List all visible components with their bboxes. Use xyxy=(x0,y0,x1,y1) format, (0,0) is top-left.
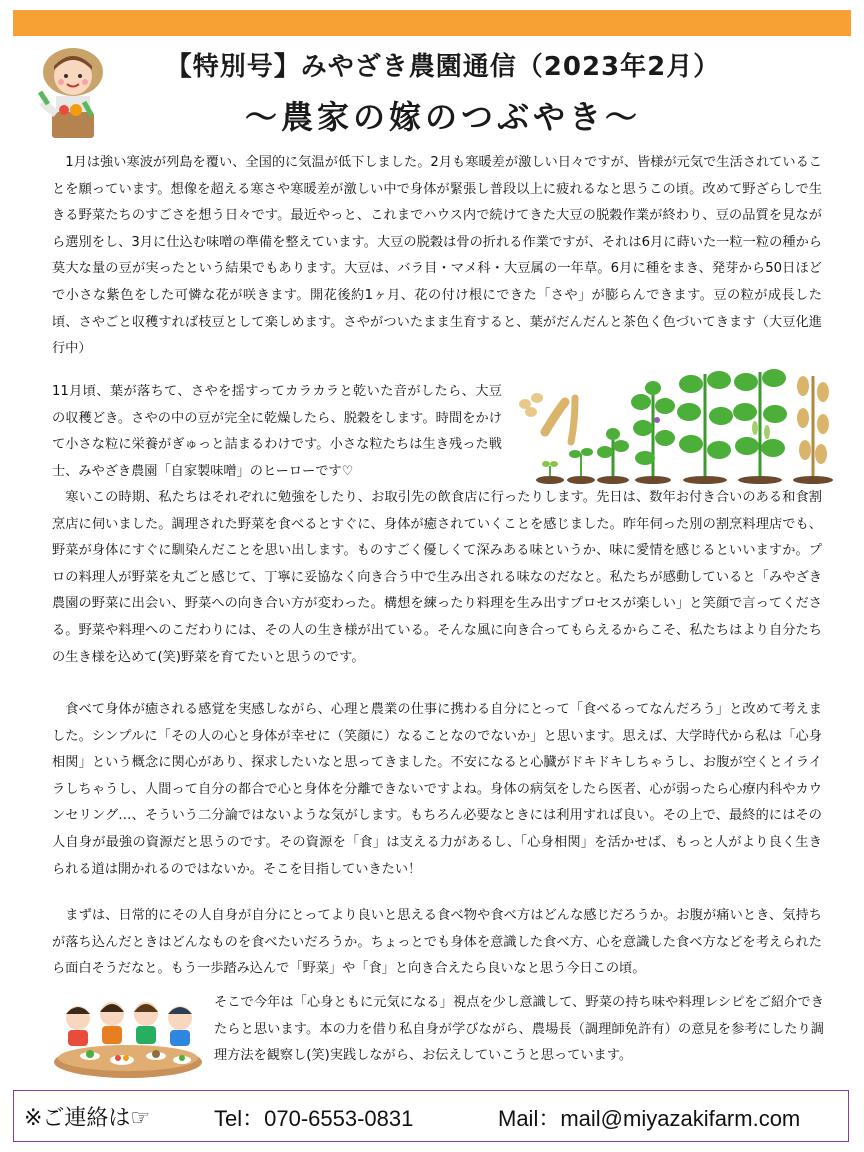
paragraph-intro: 1月は強い寒波が列島を覆い、全国的に気温が低下しました。2月も寒暖差が激しい日々ですが、皆様が元気で生活されていることを願っています。想像を超える寒さや寒暖差が激しい中で身体が緊張し普段以上に疲れるなと思うこの頃。改めて野ざらしで生きる野菜たちのすごさを想う日々です。最近やっと、これまでハウス内で続けてきた大豆の脱穀作業が終わり、豆の品質を見ながら選別をし、3月に仕込む味噌の準備を整えています。大豆の脱穀は骨の折れる作業ですが、それは6月に蒔いた一粒一粒の種から莫大な量の豆が実ったという結果でもあります。大豆は、バラ目・マメ科・大豆属の一年草。6月に種をまき、発芽から50日ほどで小さな紫色をした可憐な花が咲きます。開花後約1ヶ月、花の付け根にできた「さや」が膨らんできます。豆の粒が成長した頃、さやごと収穫すれば枝豆として楽しめます。さやがついたまま生育すると、葉がだんだんと茶色く色づいてきます（大豆化進行中） xyxy=(52,155,822,357)
contact-box xyxy=(13,1090,849,1142)
paragraph-this-year: そこで今年は「心身ともに元気になる」視点を少し意識して、野菜の持ち味や料理レシピをご紹介できたらと思います。本の力を借り私自身が学びながら、農場長（調理師免許有）の意見を参考にしたり調理方法を観察し(笑)実践しながら、お伝えしていこうと思っています。 xyxy=(214,995,824,1064)
top-accent-bar xyxy=(13,10,851,36)
contact-mail[interactable]: Mail：mail@miyazakifarm.com xyxy=(498,1106,801,1131)
paragraph-mind-body: 食べて身体が癒される感覚を実感しながら、心理と農業の仕事に携わる自分にとって「食べるってなんだろう」と改めて考えました。シンプルに「その人の心と身体が幸せに（笑顔に）なることなのでないか」と思います。思えば、大学時代から私は「心身相関」という概念に関心があり、探求したいなと思ってきました。不安になると心臓がドキドキしちゃうし、お腹が空くとイライラしちゃうし、人間って自分の都合で心と身体を分離できないですよね。身体の病気をしたら医者、心が弱ったら心療内科やカウンセリング…、そういう二分論ではないような気がします。もちろん必要なときには利用すれば良い。その上で、最終的にはその人自身が最強の資源だと思うのです。その資源を「食」は支える力があるし、「心身相関」を活かせば、もっと人がより良く生きられる道は開かれるのではないか。そこを目指していきたい！ xyxy=(52,702,822,877)
paragraph-harvest: 11月頃、葉が落ちて、さやを揺すってカラカラと乾いた音がしたら、大豆の収穫どき。さやの中の豆が完全に乾燥したら、脱穀をします。時間をかけて小さな粒に栄養がぎゅっと詰まるわけです。小さな粒たちは生き残った戦士、みやざき農園「自家製味噌」のヒーローです♡ xyxy=(52,384,502,479)
children-eating-icon xyxy=(52,990,204,1080)
paragraph-daily-eating: まずは、日常的にその人自身が自分にとってより良いと思える食べ物や食べ方はどんな感じだろうか。お腹が痛いとき、気持ちが落ち込んだときはどんなものを食べたいだろうか。ちょっとでも身体を意識した食べ方、心を意識した食べ方などを考えられたら面白そうだなと。もう一歩踏み込んで「野菜」や「食」と向き合えたら良いなと思う今日この頃。 xyxy=(52,908,822,977)
page-title: 【特別号】みやざき農園通信（2023年2月） xyxy=(165,52,721,82)
page-subtitle: ～農家の嫁のつぶやき～ xyxy=(244,98,641,136)
paragraph-restaurant: 寒いこの時期、私たちはそれぞれに勉強をしたり、お取引先の飲食店に行ったりします。先日は、数年お付き合いのある和食割烹店に伺いました。調理された野菜を食べるとすぐに、身体が癒されていくことを感じました。昨年伺った別の割烹料理店でも、野菜が身体にすぐに馴染んだことを思い出します。ものすごく優しくて深みある味というか、味に愛情を感じるといいますか。プロの料理人が野菜を丸ごと感じて、丁寧に妥協なく向き合う中で生み出される味なのだなと。私たちが感動していると「みやざき農園の野菜に出会い、野菜への向き合い方が変わった。構想を練ったり料理を生み出すプロセスが楽しい」と笑顔で言ってくださる。野菜や料理へのこだわりには、その人の生き様が出ている。そんな風に向き合ってもらえるからこそ、私たちはより自分たちの生き様を込めて(笑)野菜を育てたいと思うのです。 xyxy=(52,490,822,665)
soybean-growth-icon xyxy=(505,362,840,484)
contact-label: ※ご連絡は☞ xyxy=(24,1106,151,1131)
farmer-woman-icon xyxy=(36,42,110,142)
contact-tel[interactable]: Tel：070-6553-0831 xyxy=(214,1106,414,1131)
